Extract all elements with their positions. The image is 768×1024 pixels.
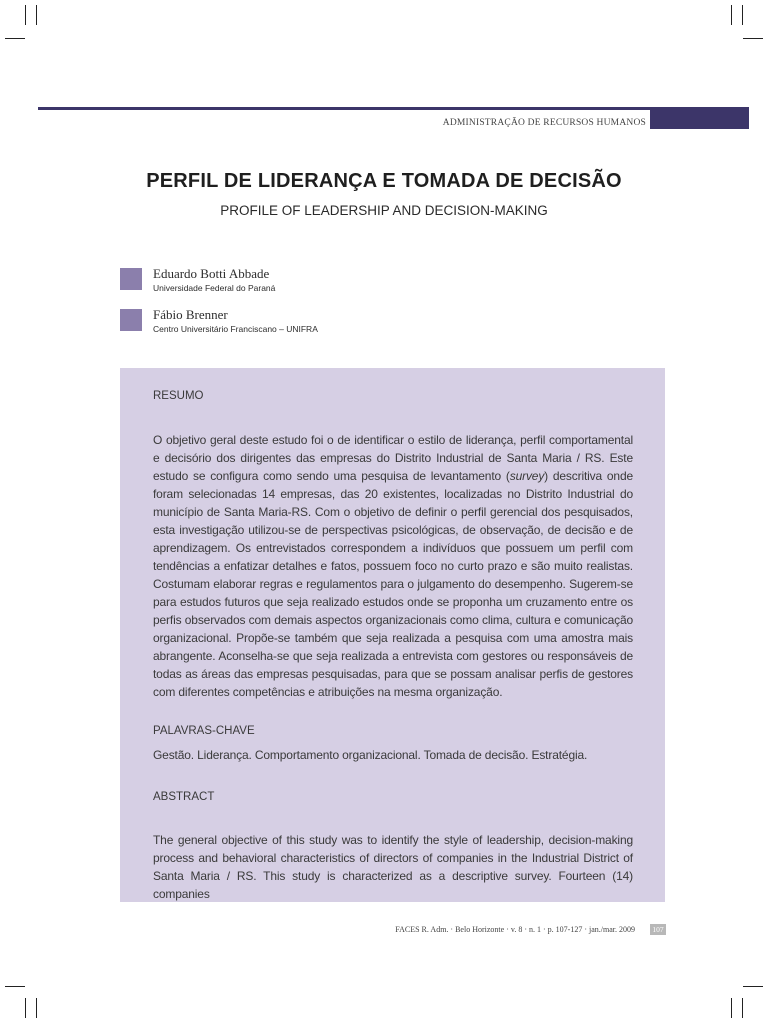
abstract-text: The general objective of this study was to identify the style of leadership, decision-making process and behavioral characteristics of directors of companies in the Industrial District of Santa Maria / RS. This study is characterized as a descriptive survey. Fourteen (14) companies: [153, 833, 633, 901]
header-rule: [38, 107, 650, 110]
crop-mark: [742, 998, 743, 1018]
resumo-text-part: ) descritiva onde foram selecionadas 14 empresas, das 20 existentes, localizadas no Distrito Industrial do município de Santa Maria-RS. Com o objetivo de definir o perfil gerencial dos pesquisados, esta investigação utilizou-se de perspectivas psicológicas, de observação, de decisão e de aprendizagem. Os entrevistados correspondem a indivíduos que possuem um perfil com tendências a enfatizar detalhes e fatos, possuem foco no curto prazo e são muito realistas. Costumam elaborar regras e regulamentos para o julgamento do desempenho. Sugerem-se para estudos futuros que seja realizado estudos onde se proponha um cruzamento entre os perfis observados com demais aspectos organizacionais como clima, cultura e comunicação organizacional. Propõe-se também que seja realizada a pesquisa com uma amostra mais abrangente. Aconselha-se que seja realizada a entrevista com gestores ou responsáveis de todas as áreas das empresas pesquisadas, para que se possam analisar perfis de gestores com diferentes competências e atribuições na mesma organização.: [153, 469, 633, 699]
resumo-text: [153, 431, 633, 701]
resumo-heading: RESUMO: [153, 390, 204, 402]
author-marker: [120, 309, 142, 331]
crop-mark: [5, 38, 25, 39]
crop-mark: [25, 5, 26, 25]
resumo-survey-term: survey: [509, 469, 545, 483]
section-label: ADMINISTRAÇÃO DE RECURSOS HUMANOS: [442, 118, 646, 128]
crop-mark: [36, 998, 37, 1018]
crop-mark: [731, 998, 732, 1018]
keywords-text: Gestão. Liderança. Comportamento organizacional. Tomada de decisão. Estratégia.: [153, 748, 588, 762]
article-title: PERFIL DE LIDERANÇA E TOMADA DE DECISÃO: [146, 170, 622, 192]
crop-mark: [36, 5, 37, 25]
crop-mark: [743, 38, 763, 39]
crop-mark: [25, 998, 26, 1018]
crop-mark: [743, 986, 763, 987]
crop-mark: [5, 986, 25, 987]
page-number: 107: [650, 924, 666, 935]
author-affiliation: Universidade Federal do Paraná: [153, 283, 276, 293]
crop-mark: [742, 5, 743, 25]
author-affiliation: Centro Universitário Franciscano – UNIFRA: [153, 324, 318, 334]
abstract-heading: ABSTRACT: [153, 791, 215, 803]
footer-citation: FACES R. Adm. · Belo Horizonte · v. 8 · n. 1 · p. 107-127 · jan./mar. 2009: [395, 925, 635, 934]
crop-mark: [731, 5, 732, 25]
author-name: Fábio Brenner: [153, 307, 228, 322]
author-name: Eduardo Botti Abbade: [153, 266, 270, 281]
article-subtitle: PROFILE OF LEADERSHIP AND DECISION-MAKING: [220, 203, 548, 218]
keywords-heading: PALAVRAS-CHAVE: [153, 725, 255, 737]
author-marker: [120, 268, 142, 290]
resumo-text-part: O objetivo geral deste estudo foi o de identificar o estilo de liderança, perfil comportamental e decisório dos dirigentes das empresas do Distrito Industrial de Santa Maria / RS. Este estudo se configura como sendo uma pesquisa de levantamento (: [153, 433, 633, 483]
header-accent-block: [650, 107, 749, 129]
abstract-box: [120, 368, 665, 902]
